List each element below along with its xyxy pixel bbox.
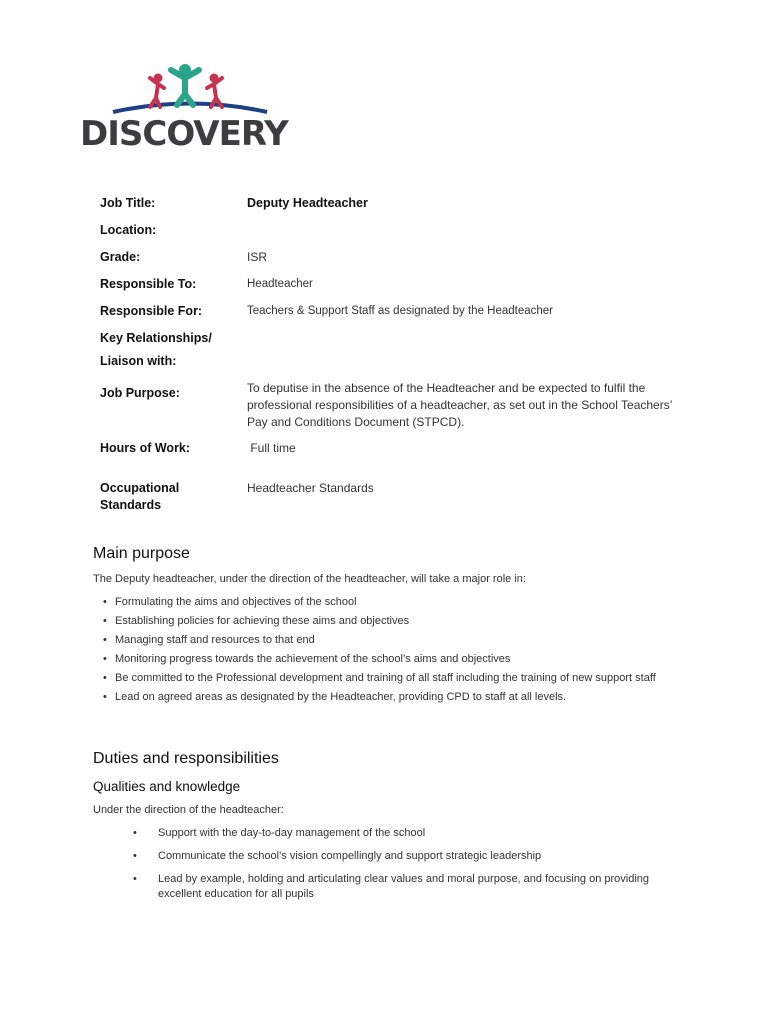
qualities-subheading: Qualities and knowledge: [93, 779, 241, 794]
info-value: Headteacher: [247, 278, 313, 290]
list-item-text: Be committed to the Professional development and training of all staff including the training of new support staff: [115, 672, 656, 684]
list-item-text: Managing staff and resources to that end: [115, 634, 315, 646]
list-item-text: Communicate the school’s vision compellingly and support strategic leadership: [158, 850, 542, 862]
list-item: [133, 826, 653, 841]
info-label: Key Relationships/: [100, 331, 212, 345]
list-item: [103, 652, 693, 667]
info-label: Responsible To:: [100, 277, 197, 291]
main-purpose-intro: The Deputy headteacher, under the direction of the headteacher, will take a major role in:: [93, 573, 526, 585]
info-value: ISR: [247, 250, 268, 264]
info-label: Liaison with:: [100, 354, 177, 368]
info-value: Headteacher Standards: [247, 481, 374, 495]
bullet-icon: •: [103, 615, 107, 627]
list-item: [133, 849, 653, 864]
bullet-icon: •: [133, 827, 137, 839]
list-item-text: Lead on agreed areas as designated by the Headteacher, providing CPD to staff at all levels.: [115, 691, 567, 703]
info-label: Job Purpose:: [100, 386, 180, 400]
info-label: Responsible For:: [100, 304, 203, 318]
bullet-icon: •: [103, 691, 107, 703]
list-item: [103, 671, 693, 686]
list-item-text: Establishing policies for achieving these aims and objectives: [115, 615, 410, 627]
bullet-icon: •: [103, 634, 107, 646]
info-label: Location:: [100, 223, 157, 237]
list-item-text: Monitoring progress towards the achievement of the school’s aims and objectives: [115, 653, 511, 665]
bullet-icon: •: [103, 653, 107, 665]
info-value: Full time: [247, 441, 296, 455]
duties-intro: Under the direction of the headteacher:: [93, 804, 284, 816]
list-item-text: Formulating the aims and objectives of the school: [115, 596, 357, 608]
list-item: [103, 633, 693, 648]
list-item: [103, 595, 693, 610]
list-item-text: Support with the day-to-day management of the school: [158, 827, 426, 839]
info-label: Occupational Standards: [100, 481, 180, 512]
info-label: Job Title:: [100, 196, 156, 210]
bullet-icon: •: [103, 672, 107, 684]
main-purpose-heading: Main purpose: [93, 545, 190, 562]
bullet-icon: •: [133, 850, 137, 862]
duties-list: [133, 826, 653, 910]
info-label: Grade:: [100, 250, 141, 264]
bullet-icon: •: [133, 873, 137, 885]
list-item: [103, 614, 693, 629]
bullet-icon: •: [103, 596, 107, 608]
people-logo-icon: [80, 60, 305, 120]
logo-wordmark: DISCOVERY: [80, 114, 288, 154]
list-item: [133, 872, 653, 902]
list-item-text: Lead by example, holding and articulating clear values and moral purpose, and focusing on providing excellent education for all pupils: [158, 873, 650, 900]
info-label: Hours of Work:: [100, 441, 191, 455]
info-value: To deputise in the absence of the Headteacher and be expected to fulfil the professional responsibilities of a headteacher, as set out in the School Teachers’ Pay and Conditions Document (STPCD).: [247, 381, 672, 429]
discovery-logo: [80, 60, 305, 155]
main-purpose-list: [103, 595, 693, 709]
info-value: Teachers & Support Staff as designated by the Headteacher: [247, 305, 554, 317]
info-value: Deputy Headteacher: [247, 196, 368, 210]
list-item: [103, 690, 693, 705]
duties-heading: Duties and responsibilities: [93, 750, 279, 767]
